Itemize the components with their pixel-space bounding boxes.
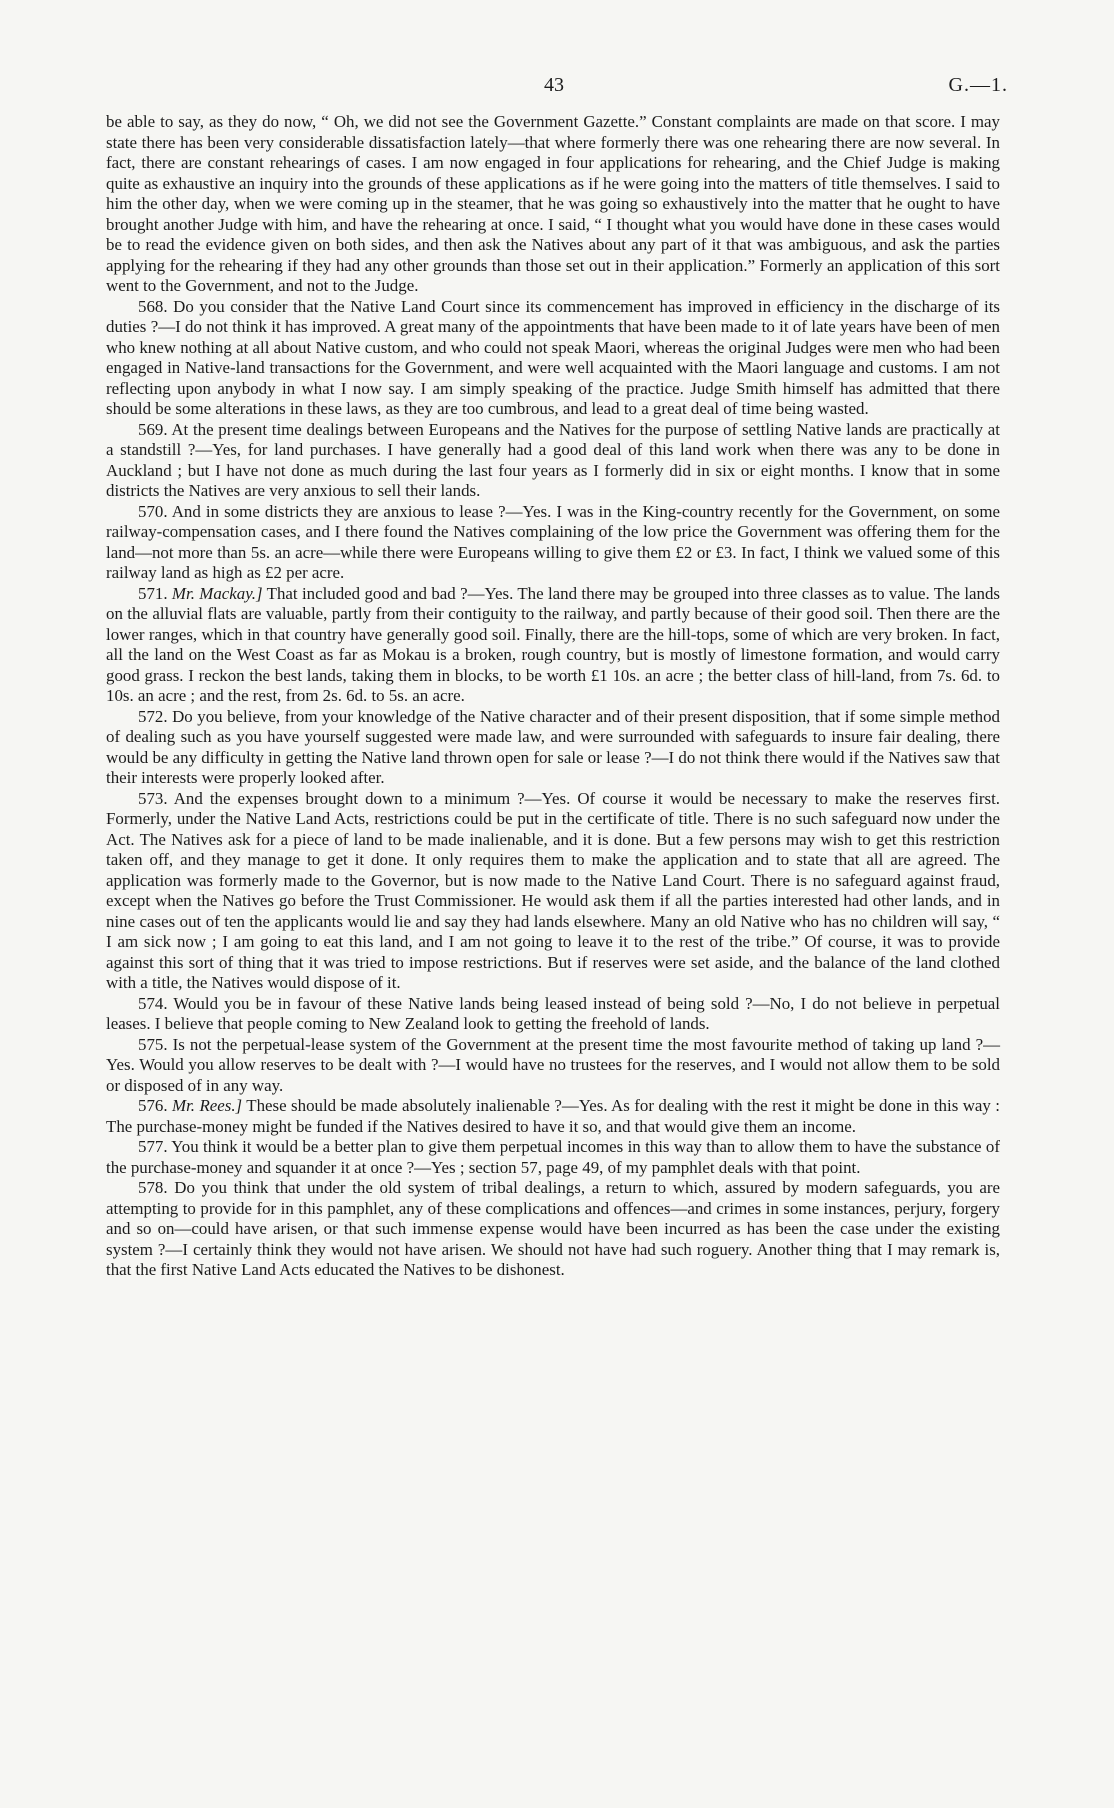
question-text: You think it would be a better plan to give them perpetual incomes in this way than to allow them to have the substance of the purchase-money and squander it at once ?—Yes ; section 57, page 49, of my pamphlet deals with that point. bbox=[106, 1137, 1000, 1177]
question-number: 573. bbox=[138, 788, 168, 808]
question-number: 575. bbox=[138, 1034, 168, 1054]
page-header bbox=[0, 74, 1114, 104]
question-571 bbox=[106, 584, 1000, 707]
question-text: And in some districts they are anxious to lease ?—Yes. I was in the King-country recently for the Government, on some railway-compensation cases, and I there found the Natives complaining of the low price the Government was offering them for the land—not more than 5s. an acre—while there were Europeans willing to give them £2 or £3. In fact, I think we valued some of this railway land as high as £2 per acre. bbox=[106, 501, 1000, 582]
question-568 bbox=[106, 297, 1000, 420]
paper-reference: G.—1. bbox=[948, 74, 1008, 96]
question-number: 574. bbox=[138, 993, 168, 1013]
speaker-name: Mr. Rees.] bbox=[172, 1096, 243, 1115]
question-text: At the present time dealings between Europeans and the Natives for the purpose of settling Native lands are practically at a standstill ?—Yes, for land purchases. I have generally had a good deal of this land work when there was any to be done in Auckland ; but I have not done as much during the last four years as I formerly did in six or eight months. I know that in some districts the Natives are very anxious to sell their lands. bbox=[106, 419, 1000, 500]
document-body bbox=[106, 112, 1000, 1281]
question-text: Do you think that under the old system of tribal dealings, a return to which, assured by modern safeguards, you are attempting to provide for in this pamphlet, any of these complications and offences—and crimes in some instances, perjury, forgery and so on—could have arisen, or that such immense expense would have been incurred as has been the case under the existing system ?—I certainly think they would not have arisen. We should not have had such roguery. Another thing that I may remark is, that the first Native Land Acts educated the Natives to be dishonest. bbox=[106, 1178, 1000, 1279]
question-text: Do you consider that the Native Land Court since its commencement has improved in efficiency in the discharge of its duties ?—I do not think it has improved. A great many of the appointments that have been made to it of late years have been of men who knew nothing at all about Native custom, and who could not speak Maori, whereas the original Judges were men who had been engaged in Native-land transactions for the Government, and were well acquainted with the Maori language and customs. I am not reflecting upon anybody in what I now say. I am simply speaking of the practice. Judge Smith himself has admitted that there should be some alterations in these laws, as they are too cumbrous, and lead to a great deal of time being wasted. bbox=[106, 296, 1000, 418]
page-number: 43 bbox=[544, 74, 564, 96]
question-number: 568. bbox=[138, 296, 168, 316]
question-number: 578. bbox=[138, 1178, 168, 1197]
question-number: 571. bbox=[138, 583, 168, 603]
question-578 bbox=[106, 1178, 1000, 1281]
question-number: 569. bbox=[138, 419, 168, 439]
question-number: 570. bbox=[138, 501, 168, 521]
question-number: 572. bbox=[138, 706, 168, 726]
speaker-name: Mr. Mackay.] bbox=[171, 583, 263, 603]
question-number: 576. bbox=[138, 1096, 168, 1115]
question-text: Is not the perpetual-lease system of the Government at the present time the most favourite method of taking up land ?—Yes. Would you allow reserves to be dealt with ?—I would have no trustees for the reserves, and I would not allow them to be sold or disposed of in any way. bbox=[106, 1034, 1000, 1095]
question-number: 577. bbox=[138, 1137, 168, 1156]
question-text: Would you be in favour of these Native lands being leased instead of being sold ?—No, I do not believe in perpetual leases. I believe that people coming to New Zealand look to getting the freehold of lands. bbox=[106, 993, 1000, 1033]
question-text: And the expenses brought down to a minimum ?—Yes. Of course it would be necessary to make the reserves first. Formerly, under the Native Land Acts, restrictions could be put in the certificate of title. There is no such safeguard now under the Act. The Natives ask for a piece of land to be made inalienable, and it is done. But a few persons may wish to get this restriction taken off, and they manage to get it done. It only requires them to make the application and to state that all are agreed. The application was formerly made to the Governor, but is now made to the Native Land Court. There is no safeguard against fraud, except when the Natives go before the Trust Commissioner. He would ask them if all the parties interested had other lands, and in nine cases out of ten the applicants would lie and say they had lands elsewhere. Many an old Native who has no children will say, “ I am sick now ; I am going to eat this land, and I am not going to leave it to the rest of the tribe.” Of course, it was to provide against this sort of thing that it was tried to impose restrictions. But if reserves were set aside, and the balance of the land clothed with a title, the Natives would dispose of it. bbox=[106, 788, 1000, 992]
paragraph-continued bbox=[106, 112, 1000, 297]
question-572 bbox=[106, 707, 1000, 789]
paragraph-text: be able to say, as they do now, “ Oh, we did not see the Government Gazette.” Constant complaints are made on that score. I may state there has been very considerable dissatisfaction lately—that where formerly there was one rehearing there are now several. In fact, there are constant rehearings of cases. I am now engaged in four applications for rehearing, and the Chief Judge is making quite as exhaustive an inquiry into the grounds of these applications as if he were going into the matters of title themselves. I said to him the other day, when we were coming up in the steamer, that he was going so exhaustively into the matter that he ought to have brought another Judge with him, and have the rehearing at once. I said, “ I thought what you would have done in these cases would be to read the evidence given on both sides, and then ask the Natives about any part of it that was ambiguous, and ask the parties applying for the rehearing if they had any other grounds than those set out in their application.” Formerly an application of this sort went to the Government, and not to the Judge. bbox=[106, 112, 1000, 295]
question-569 bbox=[106, 420, 1000, 502]
question-573 bbox=[106, 789, 1000, 994]
question-577 bbox=[106, 1137, 1000, 1178]
question-576 bbox=[106, 1096, 1000, 1137]
question-570 bbox=[106, 502, 1000, 584]
question-text: That included good and bad ?—Yes. The land there may be grouped into three classes as to value. The lands on the alluvial flats are valuable, partly from their contiguity to the railway, and partly because of their good soil. Then there are the lower ranges, which in that country have generally good soil. Finally, there are the hill-tops, some of which are very broken. In fact, all the land on the West Coast as far as Mokau is a broken, rough country, but is mostly of limestone formation, and would carry good grass. I reckon the best lands, taking them in blocks, to be worth £1 10s. an acre ; the better class of hill-land, from 7s. 6d. to 10s. an acre ; and the rest, from 2s. 6d. to 5s. an acre. bbox=[106, 583, 1000, 705]
question-575 bbox=[106, 1035, 1000, 1097]
question-574 bbox=[106, 994, 1000, 1035]
question-text: Do you believe, from your knowledge of the Native character and of their present disposition, that if some simple method of dealing such as you have yourself suggested were made law, and were surrounded with safeguards to insure fair dealing, there would be any difficulty in getting the Native land thrown open for sale or lease ?—I do not think there would if the Natives saw that their interests were properly looked after. bbox=[106, 706, 1000, 787]
question-text: These should be made absolutely inalienable ?—Yes. As for dealing with the rest it might be done in this way : The purchase-money might be funded if the Natives desired to have it so, and that would give them an income. bbox=[106, 1096, 1000, 1136]
